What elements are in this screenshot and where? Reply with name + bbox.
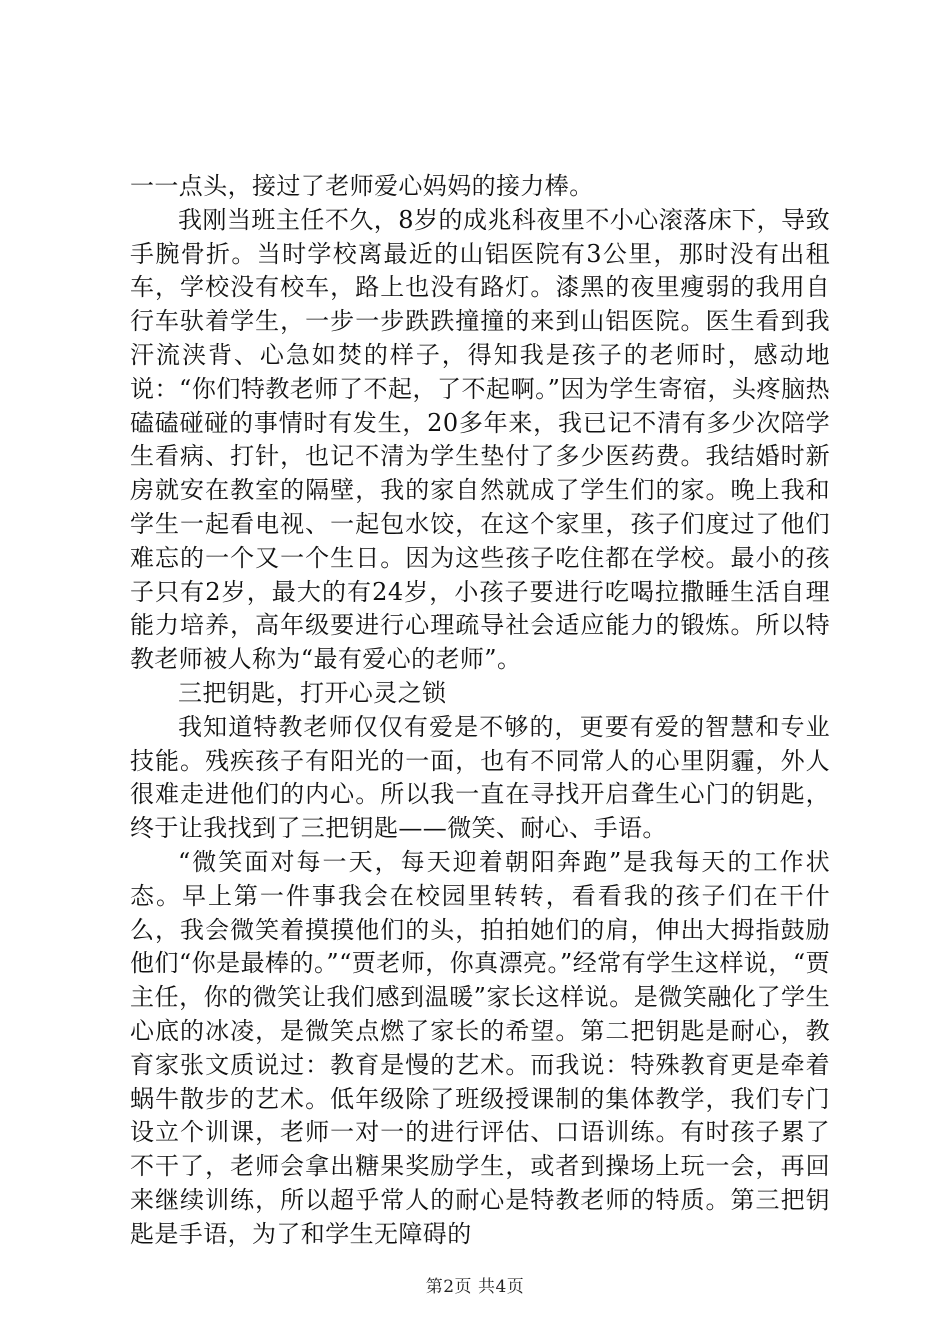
body-text xyxy=(130,170,830,1252)
page-footer: 第2页 共4页 xyxy=(425,1277,525,1297)
paragraph: 一一点头，接过了老师爱心妈妈的接力棒。 xyxy=(130,172,594,200)
paragraph: 我知道特教老师仅仅有爱是不够的，更要有爱的智慧和专业技能。残疾孩子有阳光的一面，也有不同常人的心里阴霾，外人很难走进他们的内心。所以我一直在寻找开启聋生心门的钥匙，终于让我找到了三把钥匙——微笑、耐心、手语。 xyxy=(130,712,830,843)
section-heading: 三把钥匙，打开心灵之锁 xyxy=(178,678,447,707)
paragraph: “微笑面对每一天，每天迎着朝阳奔跑”是我每天的工作状态。早上第一件事我会在校园里转转，看看我的孩子们在干什么，我会微笑着摸摸他们的头，拍拍她们的肩，伸出大拇指鼓励他们“你是最棒的。”“贾老师，你真漂亮。”经常有学生这样说，“贾主任，你的微笑让我们感到温暖”家长这样说。是微笑融化了学生心底的冰凌，是微笑点燃了家长的希望。第二把钥匙是耐心，教育家张文质说过：教育是慢的艺术。而我说：特殊教育更是牵着蜗牛散步的艺术。低年级除了班级授课制的集体教学，我们专门设立个训课，老师一对一的进行评估、口语训练。有时孩子累了不干了，老师会拿出糖果奖励学生，或者到操场上玩一会，再回来继续训练，所以超乎常人的耐心是特教老师的特质。第三把钥匙是手语，为了和学生无障碍的 xyxy=(130,847,830,1248)
paragraph: 我刚当班主任不久，8岁的成兆科夜里不小心滚落床下，导致手腕骨折。当时学校离最近的山铝医院有3公里，那时没有出租车，学校没有校车，路上也没有路灯。漆黑的夜里瘦弱的我用自行车驮着学生，一步一步跌跌撞撞的来到山铝医院。医生看到我汗流浃背、心急如焚的样子，得知我是孩子的老师时，感动地说：“你们特教老师了不起，了不起啊。”因为学生寄宿，头疼脑热磕磕碰碰的事情时有发生，20多年来，我已记不清有多少次陪学生看病、打针，也记不清为学生垫付了多少医药费。我结婚时新房就安在教室的隔壁，我的家自然就成了学生们的家。晚上我和学生一起看电视、一起包水饺，在这个家里，孩子们度过了他们难忘的一个又一个生日。因为这些孩子吃住都在学校。最小的孩子只有2岁，最大的有24岁，小孩子要进行吃喝拉撒睡生活自理能力培养，高年级要进行心理疏导社会适应能力的锻炼。所以特教老师被人称为“最有爱心的老师”。 xyxy=(130,205,830,674)
